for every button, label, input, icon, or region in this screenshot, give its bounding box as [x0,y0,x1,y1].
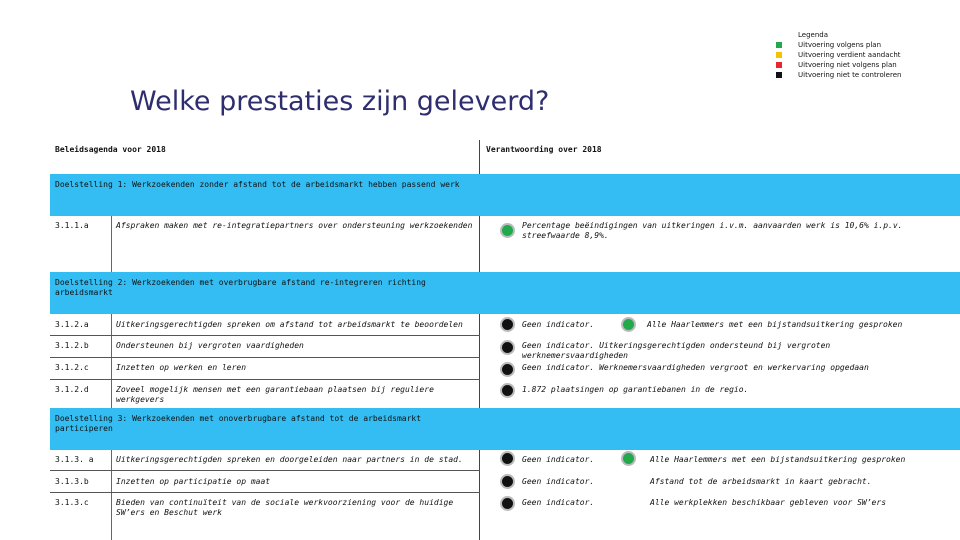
status-black-icon [500,340,515,355]
legend-label: Uitvoering niet te controleren [798,71,902,79]
row-divider [50,335,480,336]
row-description: Zoveel mogelijk mensen met een garantiebaan plaatsen bij reguliere werkgevers [116,385,434,404]
row-result-extra: Alle Haarlemmers met een bijstandsuitkering gesproken [647,320,903,329]
yellow-square-icon [776,52,782,58]
row-result: Geen indicator. Uitkeringsgerechtigden ondersteund bij vergroten werknemersvaardigheden [522,341,831,360]
row-result: 1.872 plaatsingen op garantiebanen in de regio. [522,385,749,394]
row-code: 3.1.1.a [55,221,89,230]
row-code: 3.1.3.c [55,498,89,507]
status-green-icon [500,223,515,238]
legend-item-green [776,40,901,50]
status-black-icon [500,383,515,398]
row-separator [111,450,112,540]
row-code: 3.1.3.b [55,477,89,486]
row-separator [111,216,112,272]
goal-band-1 [50,174,960,216]
goal-band-3 [50,408,960,450]
row-divider [50,357,480,358]
status-black-icon [500,474,515,489]
row-code: 3.1.2.d [55,385,89,394]
row-result-extra: Alle werkplekken beschikbaar gebleven voor SW’ers [650,498,887,507]
red-square-icon [776,62,782,68]
status-black-icon [500,317,515,332]
row-code: 3.1.2.b [55,341,89,350]
legend-item-yellow [776,50,901,60]
row-result: Geen indicator. [522,498,595,507]
status-black-icon [500,362,515,377]
goal-1-text: Doelstelling 1: Werkzoekenden zonder afstand tot de arbeidsmarkt hebben passend werk [55,180,460,189]
page-title: Welke prestaties zijn geleverd? [130,86,550,117]
legend-item-red [776,60,901,70]
row-code: 3.1.2.a [55,320,89,329]
row-result: Geen indicator. [522,320,595,329]
green-square-icon [776,42,782,48]
row-description: Ondersteunen bij vergroten vaardigheden [116,341,304,350]
row-result-extra: Afstand tot de arbeidsmarkt in kaart gebracht. [650,477,872,486]
legend-title: Legenda [798,31,829,39]
row-divider [50,492,480,493]
legend-label: Uitvoering niet volgens plan [798,61,897,69]
status-green-icon [621,317,636,332]
legend [776,30,901,80]
status-black-icon [500,496,515,511]
row-divider [50,470,480,471]
status-black-icon [500,451,515,466]
row-description: Inzetten op participatie op maat [116,477,271,486]
row-description: Inzetten op werken en leren [116,363,247,372]
goal-band-2 [50,272,960,314]
row-result-extra: Alle Haarlemmers met een bijstandsuitkering gesproken [650,455,906,464]
legend-label: Uitvoering verdient aandacht [798,51,901,59]
status-green-icon [621,451,636,466]
row-description: Afspraken maken met re-integratiepartners over ondersteuning werkzoekenden [116,221,473,230]
legend-label: Uitvoering volgens plan [798,41,882,49]
row-description: Uitkeringsgerechtigden spreken om afstand tot arbeidsmarkt te beoordelen [116,320,463,329]
header-right: Verantwoording over 2018 [486,145,602,154]
row-divider [50,379,480,380]
goal-2-text: Doelstelling 2: Werkzoekenden met overbrugbare afstand re-integreren richting arbeidsmarkt [55,278,426,297]
legend-item-black [776,70,901,80]
row-result: Percentage beëindigingen van uitkeringen i.v.m. aanvaarden werk is 10,6% i.p.v. streefwaarde 8,9%. [522,221,903,240]
row-code: 3.1.3. a [55,455,94,464]
row-description: Bieden van continuïteit van de sociale werkvoorziening voor de huidige SW’ers en Beschut werk [116,498,454,517]
row-result: Geen indicator. [522,455,595,464]
row-code: 3.1.2.c [55,363,89,372]
row-separator [111,314,112,410]
row-result: Geen indicator. [522,477,595,486]
header-left: Beleidsagenda voor 2018 [55,145,166,154]
goal-3-text: Doelstelling 3: Werkzoekenden met onoverbrugbare afstand tot de arbeidsmarkt participeren [55,414,422,433]
black-square-icon [776,72,782,78]
row-result: Geen indicator. Werknemersvaardigheden vergroot en werkervaring opgedaan [522,363,869,372]
row-description: Uitkeringsgerechtigden spreken en doorgeleiden naar partners in de stad. [116,455,463,464]
